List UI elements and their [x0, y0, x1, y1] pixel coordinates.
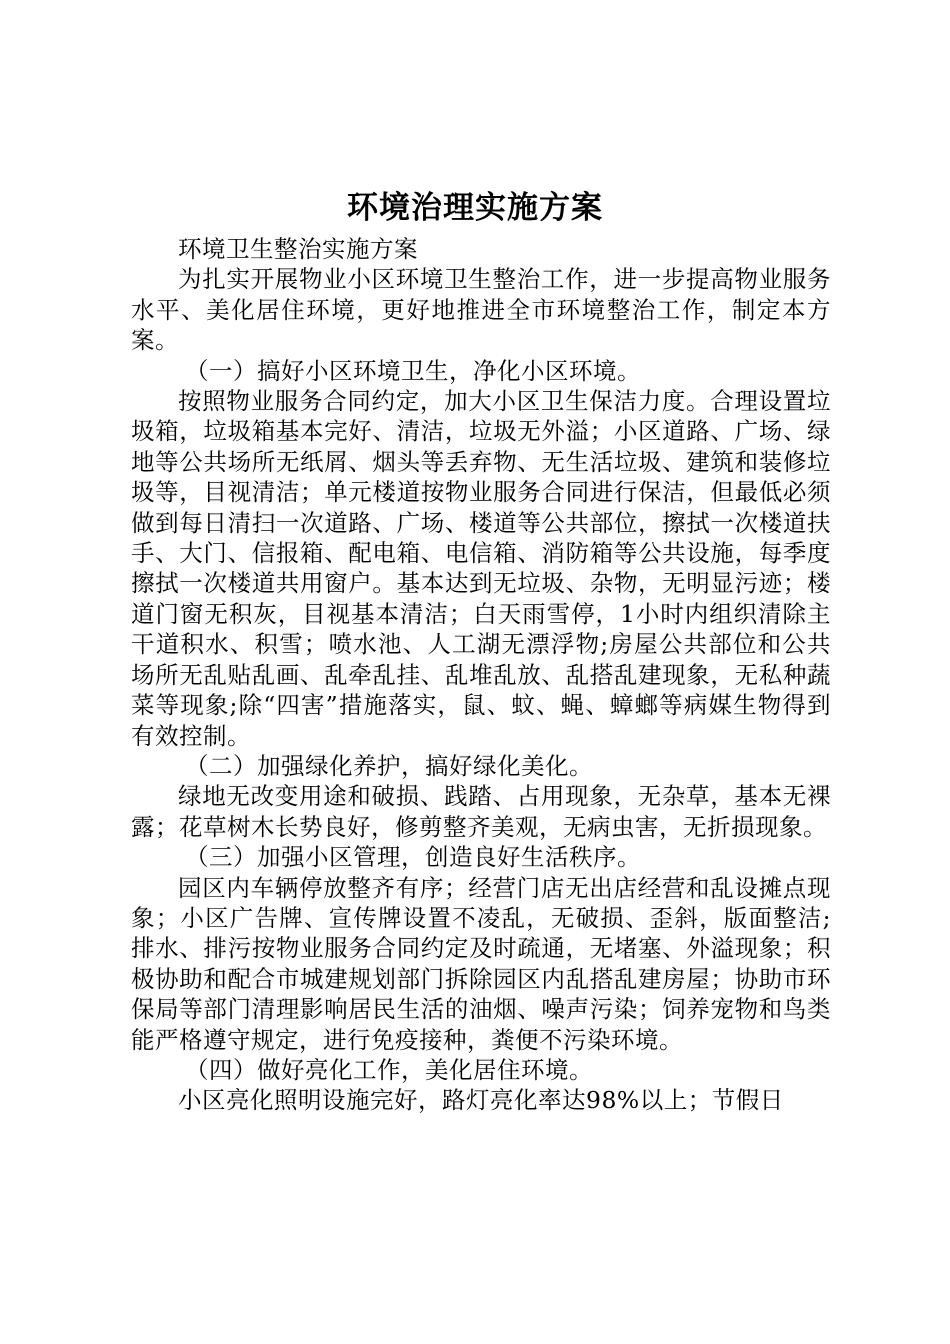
section-heading-4: （四）做好亮化工作，美化居住环境。: [185, 1055, 594, 1084]
section-heading-3: （三）加强小区管理，创造良好生活秩序。: [185, 843, 642, 872]
document-body: [131, 234, 831, 1116]
section-heading-1: （一）搞好小区环境卫生，净化小区环境。: [185, 356, 642, 385]
intro-paragraph: 为扎实开展物业小区环境卫生整治工作，进一步提高物业服务水平、美化居住环境，更好地推进全市环境整治工作，制定本方案。: [131, 265, 831, 355]
section-body-1: 按照物业服务合同约定，加大小区卫生保洁力度。合理设置垃圾箱，垃圾箱基本完好、清洁，垃圾无外溢；小区道路、广场、绿地等公共场所无纸屑、烟头等丢弃物、无生活垃圾、建筑和装修垃圾等，目视清洁；单元楼道按物业服务合同进行保洁，但最低必须做到每日清扫一次道路、广场、楼道等公共部位，擦拭一次楼道扶手、大门、信报箱、配电箱、电信箱、消防箱等公共设施，每季度擦拭一次楼道共用窗户。基本达到无垃圾、杂物，无明显污迹；楼道门窗无积灰，目视基本清洁；白天雨雪停，1小时内组织清除主干道积水、积雪；喷水池、人工湖无漂浮物;房屋公共部位和公共场所无乱贴乱画、乱牵乱挂、乱堆乱放、乱搭乱建现象，无私种蔬菜等现象;除“四害”措施落实，鼠、蚊、蝇、蟑螂等病媒生物得到有效控制。: [131, 387, 831, 750]
section-body-4: 小区亮化照明设施完好，路灯亮化率达98%以上；节假日: [178, 1086, 784, 1115]
doc-subtitle: 环境卫生整治实施方案: [178, 235, 418, 263]
section-body-3: 园区内车辆停放整齐有序；经营门店无出店经营和乱设摊点现象；小区广告牌、宣传牌设置不凌乱，无破损、歪斜，版面整洁;排水、排污按物业服务合同约定及时疏通，无堵塞、外溢现象；积极协助和配合市城建规划部门拆除园区内乱搭乱建房屋；协助市环保局等部门清理影响居民生活的油烟、噪声污染；饲养宠物和鸟类能严格遵守规定，进行免疫接种，粪便不污染环境。: [131, 873, 831, 1054]
section-heading-2: （二）加强绿化养护，搞好绿化美化。: [185, 751, 594, 780]
section-body-2: 绿地无改变用途和破损、践踏、占用现象，无杂草，基本无裸露；花草树木长势良好，修剪整齐美观，无病虫害，无折损现象。: [131, 782, 831, 841]
document-title: 环境治理实施方案: [347, 190, 603, 226]
